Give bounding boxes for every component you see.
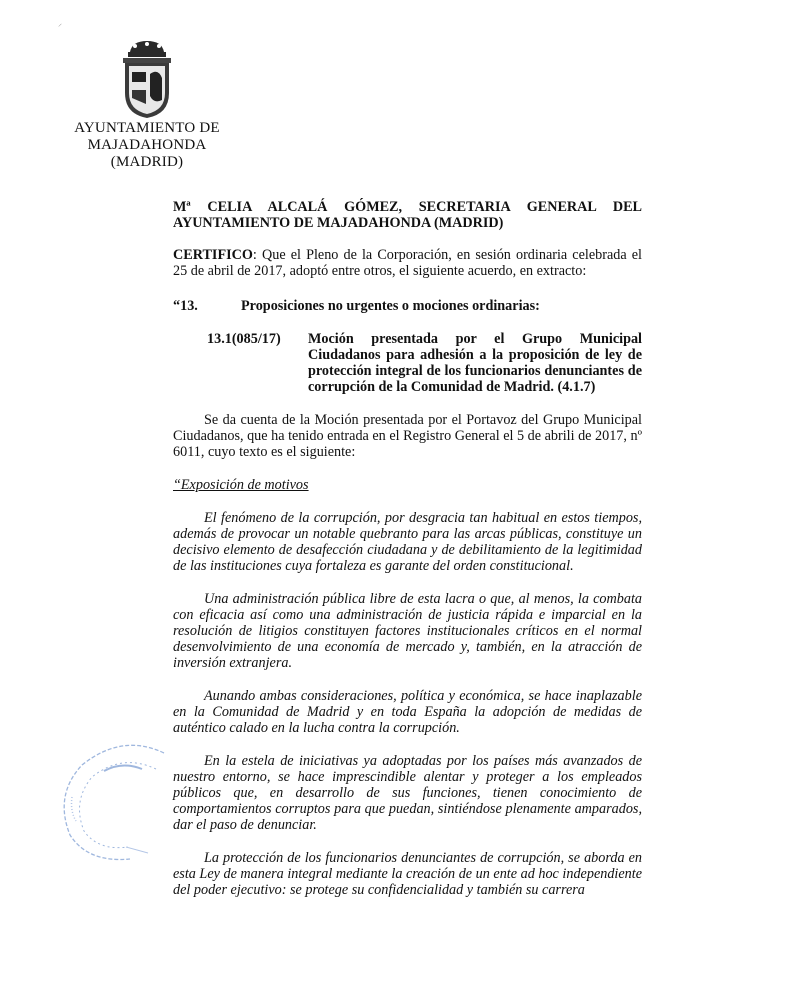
official-seal-stamp: [52, 735, 172, 865]
organization-name: [62, 120, 232, 171]
agenda-item: [173, 298, 642, 314]
document-body: [173, 199, 642, 898]
intro-paragraph: Se da cuenta de la Moción presentada por el Portavoz del Grupo Municipal Ciudadanos, que ha tenido entrada en el Registro General el 5 de abrili de 2017, nº 6011, cuyo texto es el siguiente:: [173, 412, 642, 460]
paragraph: Aunando ambas consideraciones, política y económica, se hace inaplazable en la Comunidad de Madrid y en toda España la adopción de medidas de auténtico calado en la lucha contra la corrupción.: [173, 688, 642, 736]
scan-mark: ⸝: [58, 19, 62, 28]
certifico-text: : Que el Pleno de la Corporación, en sesión ordinaria celebrada el 25 de abril de 2017, adoptó entre otros, el siguiente acuerdo, en extracto:: [173, 247, 642, 279]
agenda-item-number: “13.: [173, 298, 198, 314]
org-line-1: AYUNTAMIENTO DE: [74, 120, 220, 136]
heading-line-2: AYUNTAMIENTO DE MAJADAHONDA (MADRID): [173, 215, 504, 231]
motion-title: Moción presentada por el Grupo Municipal Ciudadanos para adhesión a la proposición de ley de protección integral de los funcionarios denunciantes de corrupción de la Comunidad de Madrid. (4.1.7): [308, 331, 642, 395]
paragraph: En la estela de iniciativas ya adoptadas por los países más avanzados de nuestro entorno, se hace imprescindible alentar y proteger a los empleados públicos que, en desarrollo de sus funciones, tienen conocimiento de comportamientos corruptos para que puedan, sintiéndose plenamente amparados, dar el paso de denunciar.: [173, 753, 642, 833]
certifico-paragraph: [173, 247, 642, 279]
paragraph: El fenómeno de la corrupción, por desgracia tan habitual en estos tiempos, además de provocar un notable quebranto para las arcas públicas, constituye un decisivo elemento de desafección ciudadana y de debilitamiento de la legitimidad de las instituciones cuya fortaleza es garante del orden constitucional.: [173, 510, 642, 574]
heading-line-1: Mª CELIA ALCALÁ GÓMEZ, SECRETARIA GENERAL DEL: [173, 199, 642, 215]
paragraph: La protección de los funcionarios denunciantes de corrupción, se aborda en esta Ley de manera integral mediante la creación de un ente ad hoc independiente del poder ejecutivo: se protege su confidencialidad y también su carrera: [173, 850, 642, 898]
exposicion-title: “Exposición de motivos: [173, 477, 309, 493]
certifico-label: CERTIFICO: [173, 247, 253, 263]
motion-block: [207, 331, 642, 395]
org-line-3: (MADRID): [110, 154, 184, 170]
coat-of-arms-icon: [118, 38, 176, 120]
motion-code: 13.1(085/17): [207, 331, 281, 347]
paragraph: Una administración pública libre de esta lacra o que, al menos, la combata con eficacia así como una administración de justicia rápida e imparcial en la resolución de litigios constituyen factores institucionales críticos en el normal desenvolvimiento de una economía de mercado y, también, en la atracción de inversión extranjera.: [173, 591, 642, 671]
document-heading: [173, 199, 642, 231]
org-line-2: MAJADAHONDA: [87, 137, 207, 153]
agenda-item-title: Proposiciones no urgentes o mociones ordinarias:: [241, 298, 540, 314]
